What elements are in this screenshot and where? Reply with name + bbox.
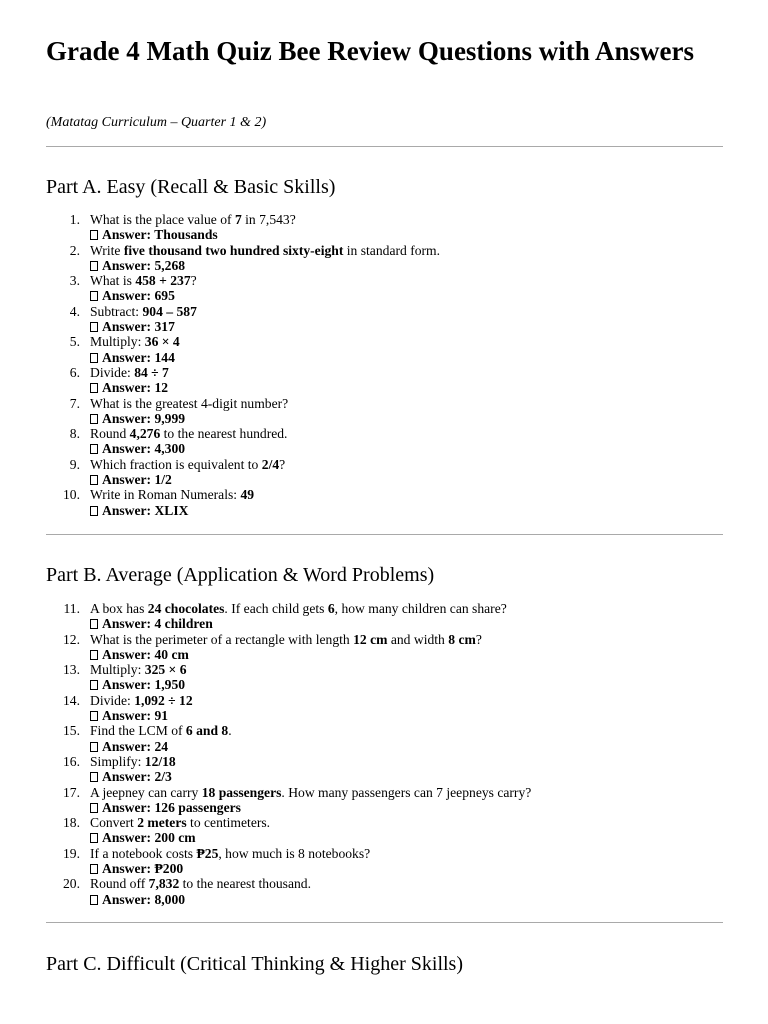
checkbox-icon <box>90 711 98 721</box>
answer-text: Answer: 4,300 <box>102 441 186 457</box>
question-number: 14. <box>63 692 80 708</box>
checkbox-icon <box>90 353 98 363</box>
answer-text: Answer: 12 <box>102 380 169 396</box>
answer-line <box>90 616 531 631</box>
checkbox-icon <box>90 291 98 301</box>
question-segment: to the nearest hundred. <box>160 426 288 442</box>
answer-text: Answer: 2/3 <box>102 769 172 785</box>
question-item <box>46 365 440 396</box>
checkbox-icon <box>90 444 98 454</box>
question-number: 12. <box>63 631 80 647</box>
question-emphasis: 6 <box>327 601 335 616</box>
section-divider <box>46 534 723 535</box>
question-segment: Divide: <box>90 692 135 708</box>
question-item <box>46 212 440 243</box>
question-text <box>90 754 176 769</box>
question-number: 1. <box>69 212 80 227</box>
question-segment: in standard form. <box>343 242 441 258</box>
question-text <box>90 304 197 319</box>
answer-text: Answer: 1/2 <box>102 472 172 488</box>
question-emphasis: 7 <box>234 212 242 227</box>
question-emphasis: 2/4 <box>261 456 280 472</box>
question-item <box>46 693 531 724</box>
question-segment: to centimeters. <box>186 815 271 831</box>
question-segment: , how much is 8 notebooks? <box>218 845 371 861</box>
question-segment: A box has <box>90 601 148 616</box>
question-segment: Which fraction is equivalent to <box>90 456 262 472</box>
question-item <box>46 304 440 335</box>
question-emphasis: 6 and 8 <box>185 723 229 739</box>
question-number: 9. <box>69 456 80 472</box>
question-emphasis: 458 + 237 <box>135 273 191 289</box>
question-segment: Write <box>90 242 124 258</box>
question-number: 11. <box>63 601 80 616</box>
question-segment: and width <box>387 631 449 647</box>
question-text <box>90 693 193 708</box>
question-item <box>46 457 440 488</box>
question-text <box>90 426 287 441</box>
answer-line <box>90 288 440 303</box>
checkbox-icon <box>90 742 98 752</box>
answer-text: Answer: 5,268 <box>102 257 186 273</box>
question-emphasis: 1,092 ÷ 12 <box>134 692 193 708</box>
answer-text: Answer: 317 <box>102 319 175 335</box>
question-item <box>46 662 531 693</box>
question-segment: to the nearest thousand. <box>179 876 311 892</box>
answer-text: Answer: 200 cm <box>102 830 196 846</box>
question-item <box>46 396 440 427</box>
question-number: 2. <box>69 242 80 258</box>
answer-line <box>90 350 440 365</box>
question-emphasis: 24 chocolates <box>147 601 225 616</box>
question-emphasis: 2 meters <box>137 815 187 831</box>
question-text <box>90 662 187 677</box>
answer-text: Answer: 24 <box>102 738 169 754</box>
question-segment: If a notebook costs <box>90 845 197 861</box>
question-segment: Round off <box>90 876 149 892</box>
question-number: 10. <box>63 487 80 503</box>
question-text <box>90 723 232 738</box>
question-item <box>46 785 531 816</box>
answer-line <box>90 800 531 815</box>
question-item <box>46 846 531 877</box>
question-emphasis: 4,276 <box>129 426 161 442</box>
question-emphasis: 12/18 <box>144 753 176 769</box>
answer-line <box>90 411 440 426</box>
question-number: 7. <box>69 395 80 411</box>
answer-line <box>90 739 531 754</box>
answer-line <box>90 769 531 784</box>
question-emphasis: 904 – 587 <box>142 303 197 319</box>
question-item <box>46 243 440 274</box>
question-item <box>46 273 440 304</box>
question-text <box>90 273 197 288</box>
answer-line <box>90 647 531 662</box>
answer-text: Answer: ₱200 <box>102 861 184 877</box>
checkbox-icon <box>90 864 98 874</box>
section-title-part-a: Part A. Easy (Recall & Basic Skills) <box>46 176 336 198</box>
section-divider <box>46 922 723 923</box>
checkbox-icon <box>90 895 98 905</box>
answer-line <box>90 472 440 487</box>
answer-line <box>90 677 531 692</box>
checkbox-icon <box>90 650 98 660</box>
checkbox-icon <box>90 772 98 782</box>
answer-line <box>90 861 531 876</box>
section-divider <box>46 146 723 147</box>
question-segment: What is the greatest 4-digit number? <box>90 395 289 411</box>
question-segment: Multiply: <box>90 662 145 678</box>
question-item <box>46 601 531 632</box>
question-segment: A jeepney can carry <box>90 784 202 800</box>
answer-text: Answer: 91 <box>102 708 169 724</box>
checkbox-icon <box>90 619 98 629</box>
question-list-part-b <box>46 601 531 907</box>
answer-line <box>90 319 440 334</box>
question-text <box>90 487 254 502</box>
question-segment: ? <box>279 456 286 472</box>
question-emphasis: 12 cm <box>353 631 388 647</box>
answer-line <box>90 227 440 242</box>
question-number: 6. <box>69 364 80 380</box>
checkbox-icon <box>90 261 98 271</box>
question-number: 19. <box>63 845 80 861</box>
answer-text: Answer: XLIX <box>102 502 189 518</box>
answer-line <box>90 503 440 518</box>
question-item <box>46 334 440 365</box>
question-number: 8. <box>69 426 80 442</box>
answer-text: Answer: 40 cm <box>102 646 189 662</box>
checkbox-icon <box>90 383 98 393</box>
question-emphasis: 7,832 <box>148 876 180 892</box>
answer-line <box>90 380 440 395</box>
answer-text: Answer: Thousands <box>102 227 218 243</box>
question-emphasis: 18 passengers <box>201 784 282 800</box>
question-segment: . How many passengers can 7 jeepneys carry? <box>281 784 532 800</box>
answer-text: Answer: 4 children <box>102 616 213 632</box>
answer-line <box>90 441 440 456</box>
question-text <box>90 601 507 616</box>
question-text <box>90 243 440 258</box>
question-text <box>90 815 270 830</box>
checkbox-icon <box>90 322 98 332</box>
question-text <box>90 785 531 800</box>
question-text <box>90 212 296 227</box>
question-emphasis: 84 ÷ 7 <box>134 364 169 380</box>
answer-text: Answer: 695 <box>102 288 175 304</box>
question-emphasis: five thousand two hundred sixty-eight <box>123 242 344 258</box>
question-segment: , how many children can share? <box>334 601 507 616</box>
checkbox-icon <box>90 803 98 813</box>
question-segment: Round <box>90 426 130 442</box>
question-text <box>90 632 482 647</box>
question-item <box>46 876 531 907</box>
question-number: 3. <box>69 273 80 289</box>
question-number: 4. <box>69 303 80 319</box>
question-number: 16. <box>63 753 80 769</box>
question-segment: Multiply: <box>90 334 145 350</box>
question-item <box>46 815 531 846</box>
question-text <box>90 334 180 349</box>
answer-line <box>90 258 440 273</box>
question-segment: Write in Roman Numerals: <box>90 487 241 503</box>
answer-line <box>90 708 531 723</box>
section-title-part-c: Part C. Difficult (Critical Thinking & Higher Skills) <box>46 953 464 975</box>
question-segment: ? <box>475 631 482 647</box>
question-emphasis: 8 cm <box>448 631 476 647</box>
question-segment: Divide: <box>90 364 135 380</box>
question-segment: Find the LCM of <box>90 723 186 739</box>
question-text <box>90 846 370 861</box>
question-item <box>46 487 440 518</box>
question-segment: What is <box>90 273 136 289</box>
checkbox-icon <box>90 680 98 690</box>
question-item <box>46 723 531 754</box>
question-number: 13. <box>63 662 80 678</box>
answer-text: Answer: 126 passengers <box>102 799 241 815</box>
answer-text: Answer: 1,950 <box>102 677 186 693</box>
question-item <box>46 632 531 663</box>
checkbox-icon <box>90 475 98 485</box>
question-segment: Simplify: <box>90 753 145 769</box>
question-segment: ? <box>190 273 197 289</box>
checkbox-icon <box>90 506 98 516</box>
page-subtitle: (Matatag Curriculum – Quarter 1 & 2) <box>46 115 267 130</box>
question-text <box>90 396 288 411</box>
answer-text: Answer: 8,000 <box>102 891 186 907</box>
page-title: Grade 4 Math Quiz Bee Review Questions with Answers <box>46 36 694 66</box>
question-text <box>90 457 285 472</box>
question-item <box>46 426 440 457</box>
question-emphasis: 325 × 6 <box>144 662 187 678</box>
question-emphasis: 49 <box>240 487 255 503</box>
question-emphasis: ₱25 <box>196 845 219 861</box>
question-segment: Convert <box>90 815 138 831</box>
answer-line <box>90 892 531 907</box>
question-number: 5. <box>69 334 80 350</box>
answer-text: Answer: 9,999 <box>102 410 186 426</box>
answer-text: Answer: 144 <box>102 349 175 365</box>
question-item <box>46 754 531 785</box>
question-segment: Subtract: <box>90 303 143 319</box>
question-number: 20. <box>63 876 80 892</box>
question-list-part-a <box>46 212 440 518</box>
question-emphasis: 36 × 4 <box>144 334 180 350</box>
checkbox-icon <box>90 414 98 424</box>
section-title-part-b: Part B. Average (Application & Word Problems) <box>46 564 435 586</box>
question-text <box>90 876 311 891</box>
checkbox-icon <box>90 230 98 240</box>
question-segment: What is the place value of <box>90 212 235 227</box>
question-segment: What is the perimeter of a rectangle with length <box>90 631 354 647</box>
question-number: 15. <box>63 723 80 739</box>
question-segment: . <box>228 723 232 739</box>
question-number: 17. <box>63 784 80 800</box>
question-segment: in 7,543? <box>241 212 296 227</box>
question-number: 18. <box>63 815 80 831</box>
question-text <box>90 365 169 380</box>
question-segment: . If each child gets <box>224 601 328 616</box>
checkbox-icon <box>90 833 98 843</box>
answer-line <box>90 830 531 845</box>
